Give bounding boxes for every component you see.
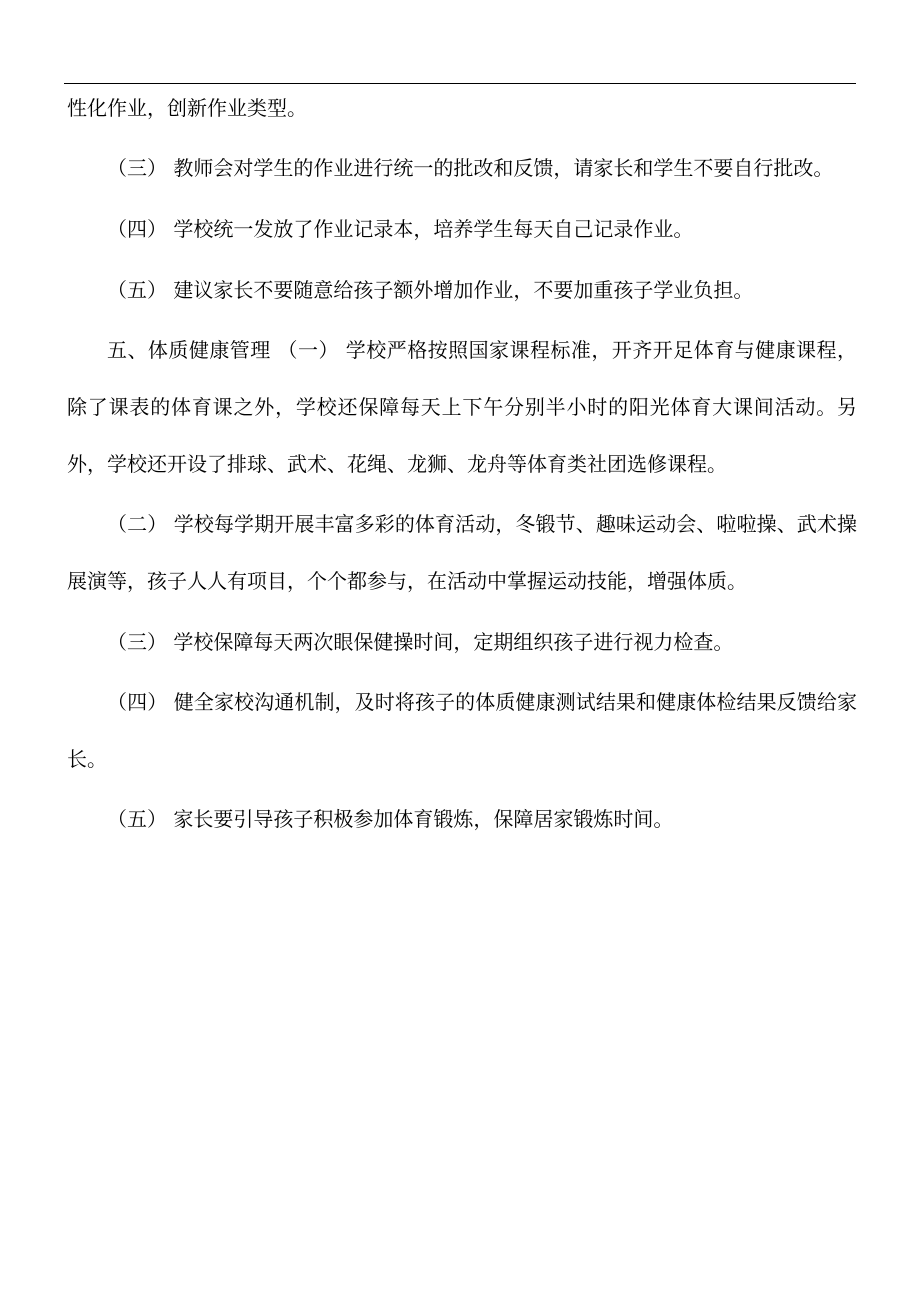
- paragraph-health-item-4: （四） 健全家校沟通机制，及时将孩子的体质健康测试结果和健康体检结果反馈给家长。: [67, 690, 857, 771]
- paragraph-health-item-2: （二） 学校每学期开展丰富多彩的体育活动，冬锻节、趣味运动会、啦啦操、武术操展演等，孩子人人有项目，个个都参与，在活动中掌握运动技能，增强体质。: [67, 512, 857, 593]
- paragraph-homework-item-3: （三） 教师会对学生的作业进行统一的批改和反馈，请家长和学生不要自行批改。: [107, 156, 834, 180]
- paragraph-homework-item-4: （四） 学校统一发放了作业记录本，培养学生每天自己记录作业。: [107, 217, 694, 241]
- paragraph-health-item-3: （三） 学校保障每天两次眼保健操时间，定期组织孩子进行视力检查。: [107, 630, 734, 654]
- document-body: [67, 80, 857, 848]
- paragraph-continuation: 性化作业，创新作业类型。: [67, 96, 307, 120]
- paragraph-health-item-5: （五） 家长要引导孩子积极参加体育锻炼，保障居家锻炼时间。: [107, 807, 674, 831]
- paragraph-homework-item-5: （五） 建议家长不要随意给孩子额外增加作业，不要加重孩子学业负担。: [107, 278, 754, 302]
- paragraph-section-physical-health: 五、体质健康管理 （一） 学校严格按照国家课程标准，开齐开足体育与健康课程，除了课表的体育课之外，学校还保障每天上下午分别半小时的阳光体育大课间活动。另外，学校还开设了排球、武术、花绳、龙狮、龙舟等体育类社团选修课程。: [67, 338, 857, 476]
